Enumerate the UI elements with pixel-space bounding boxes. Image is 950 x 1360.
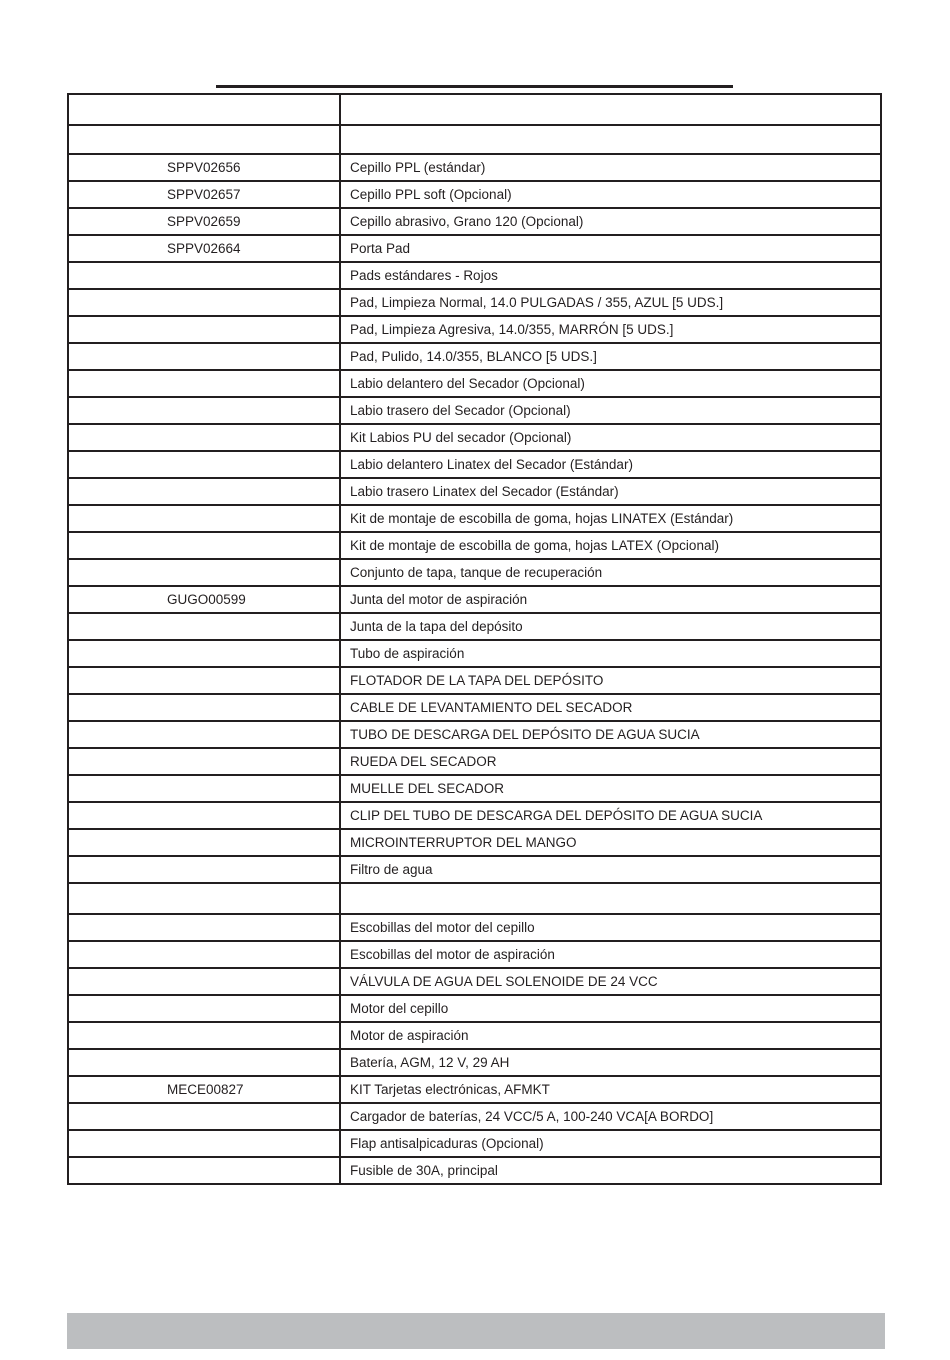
part-code-cell bbox=[68, 505, 340, 532]
table-row bbox=[68, 181, 881, 208]
part-description: Pad, Pulido, 14.0/355, BLANCO [5 UDS.] bbox=[340, 343, 881, 370]
part-code-cell bbox=[68, 1157, 340, 1184]
part-description: KIT Tarjetas electrónicas, AFMKT bbox=[340, 1076, 881, 1103]
part-code-cell bbox=[68, 125, 340, 154]
table-row bbox=[68, 1076, 881, 1103]
part-code-cell bbox=[68, 559, 340, 586]
part-description: Tubo de aspiración bbox=[340, 640, 881, 667]
part-code: SPPV02656 bbox=[167, 159, 241, 175]
part-code-cell bbox=[68, 829, 340, 856]
part-code-cell bbox=[68, 802, 340, 829]
part-description: Pad, Limpieza Agresiva, 14.0/355, MARRÓN [5 UDS.] bbox=[340, 316, 881, 343]
table-row bbox=[68, 1157, 881, 1184]
parts-table bbox=[67, 93, 882, 1185]
part-description: Pad, Limpieza Normal, 14.0 PULGADAS / 355, AZUL [5 UDS.] bbox=[340, 289, 881, 316]
part-description: MICROINTERRUPTOR DEL MANGO bbox=[340, 829, 881, 856]
part-description: Kit de montaje de escobilla de goma, hojas LATEX (Opcional) bbox=[340, 532, 881, 559]
part-description: Cargador de baterías, 24 VCC/5 A, 100-240 VCA[A BORDO] bbox=[340, 1103, 881, 1130]
part-code-cell bbox=[68, 694, 340, 721]
part-description: Junta del motor de aspiración bbox=[340, 586, 881, 613]
table-row bbox=[68, 941, 881, 968]
table-row bbox=[68, 559, 881, 586]
table-row bbox=[68, 775, 881, 802]
part-description: VÁLVULA DE AGUA DEL SOLENOIDE DE 24 VCC bbox=[340, 968, 881, 995]
part-code-cell bbox=[68, 941, 340, 968]
part-code-cell bbox=[68, 262, 340, 289]
part-code-cell bbox=[68, 289, 340, 316]
table-row bbox=[68, 208, 881, 235]
part-code-cell bbox=[68, 667, 340, 694]
table-row bbox=[68, 370, 881, 397]
part-code-cell bbox=[68, 1103, 340, 1130]
table-row bbox=[68, 478, 881, 505]
part-code-cell bbox=[68, 235, 340, 262]
table-row bbox=[68, 235, 881, 262]
part-description bbox=[340, 125, 881, 154]
part-description: Batería, AGM, 12 V, 29 AH bbox=[340, 1049, 881, 1076]
table-row bbox=[68, 995, 881, 1022]
table-row bbox=[68, 343, 881, 370]
part-description: Filtro de agua bbox=[340, 856, 881, 883]
table-row bbox=[68, 1049, 881, 1076]
table-row bbox=[68, 968, 881, 995]
part-code-cell bbox=[68, 1022, 340, 1049]
table-row bbox=[68, 1103, 881, 1130]
table-row bbox=[68, 316, 881, 343]
part-description: Labio delantero del Secador (Opcional) bbox=[340, 370, 881, 397]
part-description: Porta Pad bbox=[340, 235, 881, 262]
title-rule bbox=[216, 85, 733, 88]
part-description: Escobillas del motor del cepillo bbox=[340, 914, 881, 941]
table-row bbox=[68, 694, 881, 721]
part-description: Motor del cepillo bbox=[340, 995, 881, 1022]
part-code-cell bbox=[68, 397, 340, 424]
part-code-cell bbox=[68, 532, 340, 559]
part-description: MUELLE DEL SECADOR bbox=[340, 775, 881, 802]
part-code-cell bbox=[68, 968, 340, 995]
part-code-cell bbox=[68, 721, 340, 748]
table-row bbox=[68, 451, 881, 478]
part-description: Labio trasero Linatex del Secador (Estándar) bbox=[340, 478, 881, 505]
table-row bbox=[68, 667, 881, 694]
part-code-cell bbox=[68, 1076, 340, 1103]
part-description: CABLE DE LEVANTAMIENTO DEL SECADOR bbox=[340, 694, 881, 721]
part-code-cell bbox=[68, 94, 340, 125]
part-code-cell bbox=[68, 370, 340, 397]
part-code-cell bbox=[68, 914, 340, 941]
table-row bbox=[68, 856, 881, 883]
table-row bbox=[68, 640, 881, 667]
part-code: SPPV02657 bbox=[167, 186, 241, 202]
table-row bbox=[68, 1022, 881, 1049]
table-row bbox=[68, 1130, 881, 1157]
table-section-row bbox=[68, 125, 881, 154]
table-row bbox=[68, 289, 881, 316]
table-row bbox=[68, 397, 881, 424]
table-row bbox=[68, 586, 881, 613]
part-description: Labio delantero Linatex del Secador (Estándar) bbox=[340, 451, 881, 478]
table-row bbox=[68, 424, 881, 451]
table-row bbox=[68, 613, 881, 640]
part-code-cell bbox=[68, 856, 340, 883]
table-row bbox=[68, 532, 881, 559]
part-description: Kit Labios PU del secador (Opcional) bbox=[340, 424, 881, 451]
part-code-cell bbox=[68, 1049, 340, 1076]
part-description: Kit de montaje de escobilla de goma, hojas LINATEX (Estándar) bbox=[340, 505, 881, 532]
part-code: SPPV02659 bbox=[167, 213, 241, 229]
table-row bbox=[68, 914, 881, 941]
part-code-cell bbox=[68, 883, 340, 914]
part-code: SPPV02664 bbox=[167, 240, 241, 256]
table-row bbox=[68, 154, 881, 181]
table-row bbox=[68, 262, 881, 289]
part-description: RUEDA DEL SECADOR bbox=[340, 748, 881, 775]
part-code-cell bbox=[68, 154, 340, 181]
table-row bbox=[68, 721, 881, 748]
part-description: TUBO DE DESCARGA DEL DEPÓSITO DE AGUA SUCIA bbox=[340, 721, 881, 748]
part-code-cell bbox=[68, 613, 340, 640]
table-gap-row bbox=[68, 883, 881, 914]
part-code: MECE00827 bbox=[167, 1081, 244, 1097]
part-description: Cepillo PPL soft (Opcional) bbox=[340, 181, 881, 208]
part-code-cell bbox=[68, 1130, 340, 1157]
part-description: Cepillo PPL (estándar) bbox=[340, 154, 881, 181]
part-code-cell bbox=[68, 316, 340, 343]
part-code-cell bbox=[68, 181, 340, 208]
part-description: Flap antisalpicaduras (Opcional) bbox=[340, 1130, 881, 1157]
table-header-row bbox=[68, 94, 881, 125]
table-row bbox=[68, 748, 881, 775]
table-row bbox=[68, 802, 881, 829]
part-description bbox=[340, 883, 881, 914]
part-code-cell bbox=[68, 748, 340, 775]
part-description: Conjunto de tapa, tanque de recuperación bbox=[340, 559, 881, 586]
part-description: CLIP DEL TUBO DE DESCARGA DEL DEPÓSITO DE AGUA SUCIA bbox=[340, 802, 881, 829]
table-row bbox=[68, 829, 881, 856]
parts-table-body bbox=[68, 94, 881, 1184]
part-description: Cepillo abrasivo, Grano 120 (Opcional) bbox=[340, 208, 881, 235]
part-description: Motor de aspiración bbox=[340, 1022, 881, 1049]
part-code: GUGO00599 bbox=[167, 591, 246, 607]
part-description bbox=[340, 94, 881, 125]
part-code-cell bbox=[68, 208, 340, 235]
part-code-cell bbox=[68, 586, 340, 613]
part-description: Fusible de 30A, principal bbox=[340, 1157, 881, 1184]
footer-band bbox=[67, 1313, 885, 1349]
part-description: Junta de la tapa del depósito bbox=[340, 613, 881, 640]
part-code-cell bbox=[68, 478, 340, 505]
part-description: Pads estándares - Rojos bbox=[340, 262, 881, 289]
part-code-cell bbox=[68, 451, 340, 478]
part-code-cell bbox=[68, 775, 340, 802]
table-row bbox=[68, 505, 881, 532]
part-description: FLOTADOR DE LA TAPA DEL DEPÓSITO bbox=[340, 667, 881, 694]
part-code-cell bbox=[68, 640, 340, 667]
part-code-cell bbox=[68, 424, 340, 451]
part-description: Labio trasero del Secador (Opcional) bbox=[340, 397, 881, 424]
part-description: Escobillas del motor de aspiración bbox=[340, 941, 881, 968]
part-code-cell bbox=[68, 343, 340, 370]
part-code-cell bbox=[68, 995, 340, 1022]
